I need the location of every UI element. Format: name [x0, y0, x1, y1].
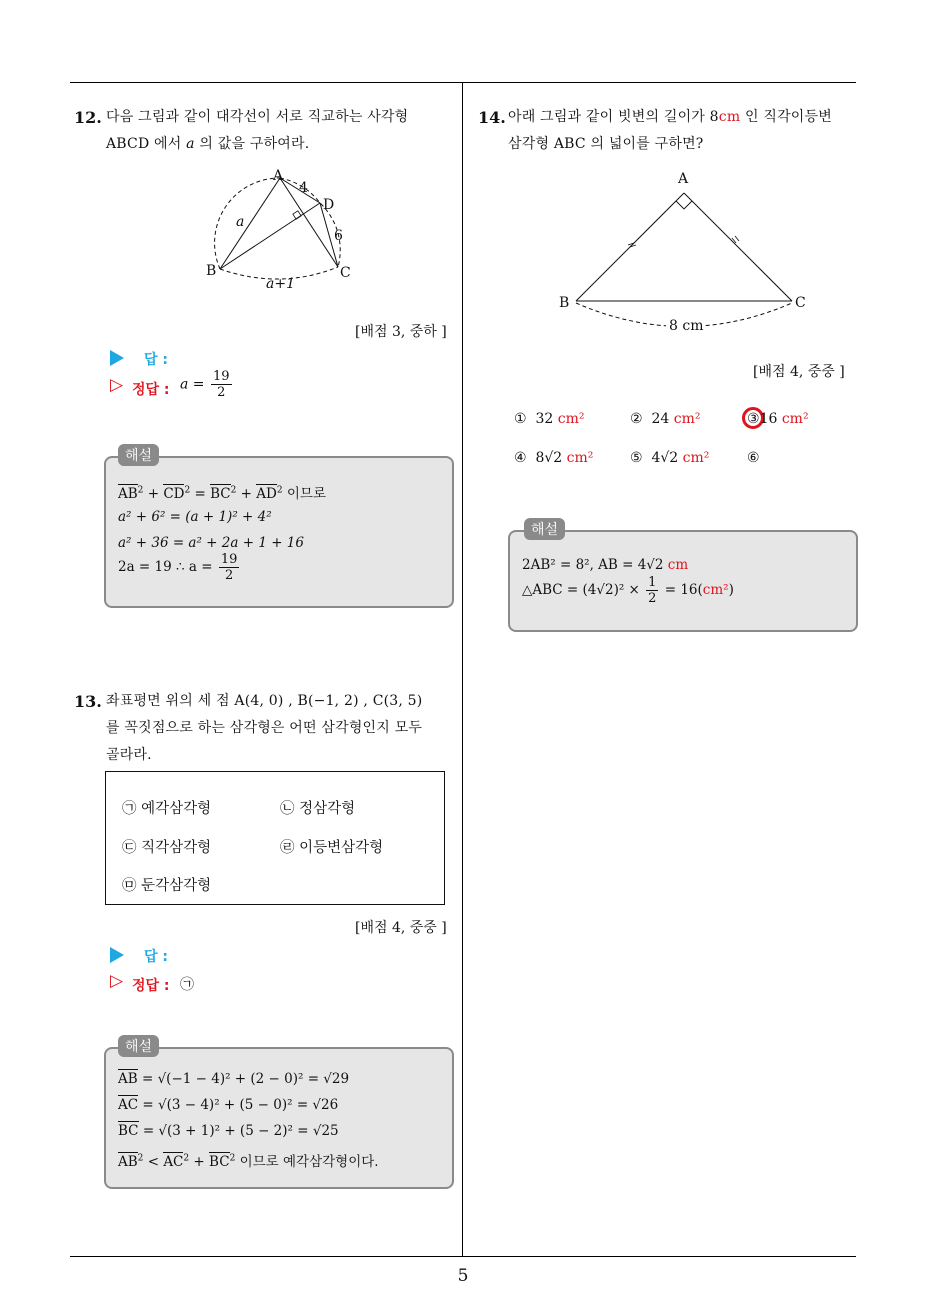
q14-text — [508, 104, 832, 158]
q12-label-c-vertex: C — [340, 265, 351, 281]
q14-option-1[interactable]: ① 32 cm² — [514, 411, 585, 427]
q12-correct-answer: a = $\frac{19}{2}$ — [180, 369, 230, 400]
q14-option-3[interactable]: ③16 cm² — [747, 411, 809, 427]
q13-number: 13. — [74, 692, 102, 711]
q12-number: 12. — [74, 108, 102, 127]
q13-solution-line1: AB = √(−1 − 4)² + (2 − 0)² = √29 — [118, 1071, 350, 1087]
q12-label-a-vertex: A — [273, 168, 284, 184]
bottom-rule — [70, 1256, 856, 1257]
q12-solution-line2: a² + 6² = (a + 1)² + 4² — [118, 509, 272, 525]
q13-correct-label: 정답 : — [132, 978, 170, 994]
q13-line3: 골라라. — [106, 747, 152, 763]
q13-solution-tag: 해설 — [118, 1035, 159, 1057]
q12-label-d-vertex: D — [323, 197, 335, 213]
q13-line1: 좌표평면 위의 세 점 A(4, 0) , B(−1, 2) , C(3, 5) — [106, 693, 423, 709]
q13-choice-5: ㉤ 둔각삼각형 — [122, 878, 212, 894]
q14-score: [배점 4, 중중 ] — [753, 364, 845, 380]
page-number: 5 — [457, 1266, 469, 1286]
q14-solution-line2: △ABC = (4√2)² × $\frac{1}{2}$ = 16(cm²) — [522, 575, 734, 606]
q14-label-b-vertex: B — [559, 295, 570, 311]
q12-quadrilateral-figure — [200, 165, 370, 295]
q14-option-2[interactable]: ② 24 cm² — [630, 411, 701, 427]
q12-label-bc: a+1 — [266, 276, 295, 292]
q13-solution-line2: AC = √(3 − 4)² + (5 − 0)² = √26 — [118, 1097, 339, 1113]
q14-label-bc: 8 cm — [669, 318, 704, 334]
q12-solution-line4: 2a = 19 ∴ a = $\frac{19}{2}$ — [118, 552, 238, 583]
q12-correct-label: 정답 : — [132, 382, 170, 398]
play-outline-icon: ▷ — [110, 375, 124, 395]
q12-solution-tag: 해설 — [118, 444, 159, 466]
q14-line2: 삼각형 ABC 의 넓이를 구하면? — [508, 136, 704, 152]
q13-correct-answer: ㉠ — [180, 977, 194, 993]
q12-label-dc: 6 — [334, 228, 343, 244]
q13-solution-line3: BC = √(3 + 1)² + (5 − 2)² = √25 — [118, 1123, 339, 1139]
q14-label-c-vertex: C — [795, 295, 806, 311]
q13-choice-1: ㉠ 예각삼각형 — [122, 801, 212, 817]
q12-score: [배점 3, 중하 ] — [355, 324, 447, 340]
q14-label-a-vertex: A — [678, 171, 689, 187]
q13-choice-4: ㉣ 이등변삼각형 — [280, 840, 384, 856]
q14-number: 14. — [478, 108, 506, 127]
q13-choice-3: ㉢ 직각삼각형 — [122, 840, 212, 856]
q14-solution-tag: 해설 — [524, 518, 565, 540]
q12-solution-box — [104, 456, 454, 608]
play-icon — [110, 947, 124, 963]
q14-option-4[interactable]: ④ 8√2 cm² — [514, 450, 594, 466]
q14-solution-line1: 2AB² = 8², AB = 4√2 cm — [522, 557, 689, 573]
q13-line2: 를 꼭짓점으로 하는 삼각형은 어떤 삼각형인지 모두 — [106, 720, 423, 736]
q12-answer-label: 답 : — [144, 352, 168, 368]
q12-label-b-vertex: B — [206, 263, 217, 279]
q14-line1: 아래 그림과 같이 빗변의 길이가 8cm 인 직각이등변 — [508, 109, 832, 125]
q12-text — [106, 104, 408, 158]
q12-label-ad: 4 — [299, 180, 308, 196]
top-rule — [70, 82, 856, 83]
column-divider — [462, 82, 463, 1256]
q13-text — [106, 688, 422, 769]
q13-choice-2: ㉡ 정삼각형 — [280, 801, 356, 817]
play-outline-icon: ▷ — [110, 971, 124, 991]
q14-option-5[interactable]: ⑤ 4√2 cm² — [630, 450, 710, 466]
q14-triangle-figure — [550, 165, 820, 340]
q13-solution-line4: $AB^2 < AC^2 + BC^2$ 이므로 예각삼각형이다. — [118, 1153, 379, 1170]
q12-solution-line1: $AB^2 + CD^2 = BC^2 + AD^2$ 이므로 — [118, 485, 326, 502]
q14-option-6[interactable]: ⑥ — [747, 450, 760, 466]
q13-score: [배점 4, 중중 ] — [355, 920, 447, 936]
q13-answer-label: 답 : — [144, 949, 168, 965]
q12-solution-line3: a² + 36 = a² + 2a + 1 + 16 — [118, 535, 304, 551]
play-icon — [110, 350, 124, 366]
q12-line1: 다음 그림과 같이 대각선이 서로 직교하는 사각형 — [106, 109, 409, 125]
q12-line2: ABCD 에서 a 의 값을 구하여라. — [106, 136, 310, 152]
q12-label-ab: a — [236, 214, 245, 230]
